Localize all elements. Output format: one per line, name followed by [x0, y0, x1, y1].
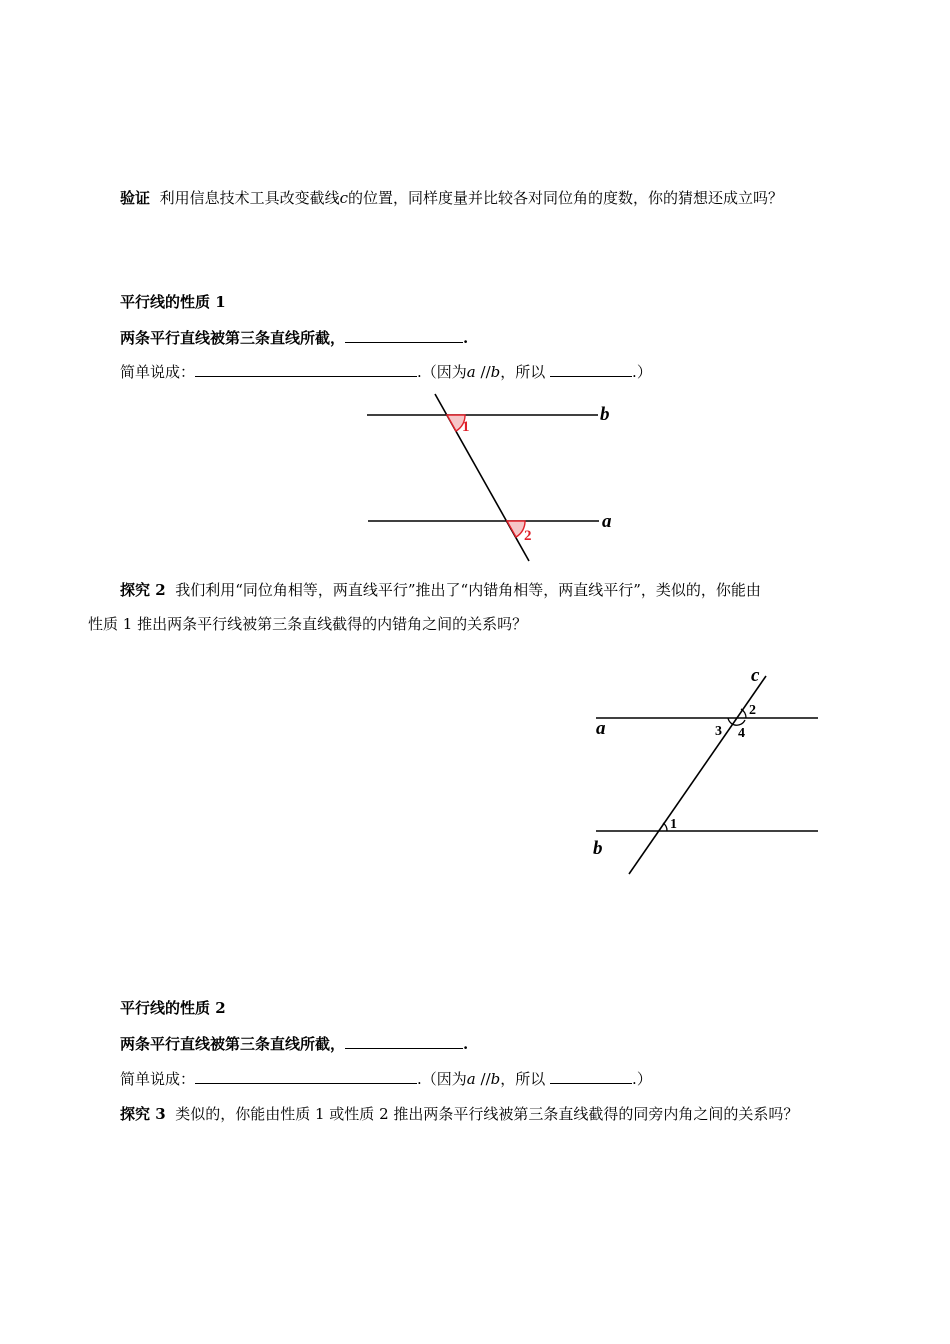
property1-title: 平行线的性质 1: [120, 293, 226, 311]
explore3-text: 类似的，你能由性质 1 或性质 2 推出两条平行线被第三条直线截得的同旁内角之间的关系吗？: [175, 1105, 799, 1123]
figure2-label-angle3: 3: [715, 724, 722, 739]
property2-simple: [120, 1069, 652, 1089]
explore2-text1: 我们利用“同位角相等，两直线平行”推出了“内错角相等，两直线平行”，类似的，你能由: [175, 581, 761, 599]
property1-parallel: //: [475, 363, 491, 381]
property1-statement-end: .: [463, 329, 469, 347]
property2-because-a: a: [466, 1070, 476, 1088]
explore2-line2: 性质 1 推出两条平行线被第三条直线截得的内错角之间的关系吗？: [88, 615, 528, 633]
verify-var: c: [339, 189, 348, 207]
verify-text-before: 利用信息技术工具改变截线: [159, 189, 340, 207]
property1-because-open: .（因为: [417, 363, 467, 381]
figure2-label-angle1: 1: [670, 817, 677, 832]
property1-so: ，所以: [500, 363, 546, 381]
property1-close: .）: [632, 363, 652, 381]
figure2-label-c: c: [751, 665, 760, 686]
verify-label: 验证: [120, 189, 151, 207]
figure2-label-a: a: [596, 718, 606, 739]
property2-close: .）: [632, 1070, 652, 1088]
property2-parallel: //: [475, 1070, 491, 1088]
figure2-label-b: b: [593, 838, 603, 859]
figure1-label-a: a: [602, 511, 612, 532]
figure2-label-angle2: 2: [749, 703, 756, 718]
figure1-label-b: b: [600, 404, 610, 425]
property2-because-b: b: [490, 1070, 501, 1088]
explore2-label: 探究 2: [120, 581, 166, 599]
figure1-label-angle2: 2: [524, 528, 532, 544]
property2-simple-label: 简单说成：: [120, 1070, 196, 1088]
figure1-label-angle1: 1: [462, 419, 470, 435]
property1-because-b: b: [490, 363, 501, 381]
property1-statement-text: 两条平行直线被第三条直线所截，: [120, 329, 346, 347]
property2-so-blank[interactable]: [550, 1069, 632, 1084]
property2-statement-end: .: [463, 1035, 469, 1053]
property2-statement-blank[interactable]: [345, 1034, 463, 1049]
property1-simple-label: 简单说成：: [120, 363, 196, 381]
property2-simple-blank[interactable]: [195, 1069, 417, 1084]
property2-because-open: .（因为: [417, 1070, 467, 1088]
explore3-paragraph: [120, 1104, 798, 1124]
figure2-label-angle4: 4: [738, 726, 745, 741]
property1-because-a: a: [466, 363, 476, 381]
explore3-label: 探究 3: [120, 1105, 166, 1123]
property2-so: ，所以: [500, 1070, 546, 1088]
property2-statement-text: 两条平行直线被第三条直线所截，: [120, 1035, 346, 1053]
property2-statement: [120, 1034, 468, 1054]
property2-title: 平行线的性质 2: [120, 999, 226, 1017]
verify-text-after: 的位置，同样度量并比较各对同位角的度数，你的猜想还成立吗？: [347, 189, 783, 207]
figure2-transversal-c: [629, 676, 766, 874]
figure2-angle1-arc: [663, 823, 667, 831]
